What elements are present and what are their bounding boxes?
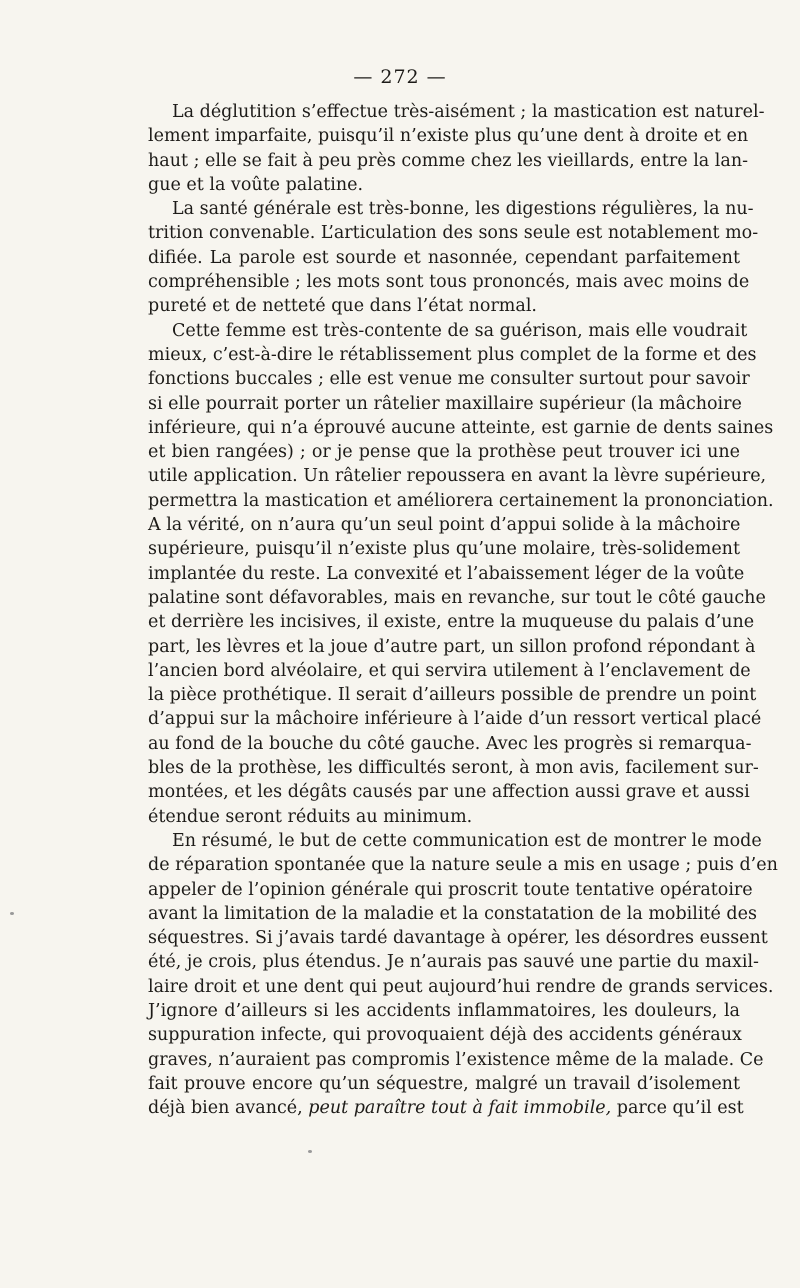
text-line: et bien rangées) ; or je pense que la prothèse peut trouver ici une	[148, 442, 740, 463]
text-segment: déjà bien avancé,	[148, 1098, 309, 1119]
text-line: palatine sont défavorables, mais en revanche, sur tout le côté gauche	[148, 587, 766, 608]
text-line: lement imparfaite, puisqu’il n’existe plus qu’une dent à droite et en	[148, 126, 749, 147]
scan-speck	[308, 1150, 312, 1153]
text-line: Cette femme est très-contente de sa guérison, mais elle voudrait	[172, 320, 748, 341]
text-line: compréhensible ; les mots sont tous prononcés, mais avec moins de	[148, 272, 750, 293]
text-line: gue et la voûte palatine.	[148, 174, 364, 195]
text-line: fonctions buccales ; elle est venue me consulter surtout pour savoir	[148, 369, 750, 390]
text-line: trition convenable. L’articulation des sons seule est notablement mo-	[148, 223, 759, 244]
text-line: étendue seront réduits au minimum.	[148, 806, 473, 827]
text-line: mieux, c’est-à-dire le rétablissement plus complet de la forme et des	[148, 344, 757, 365]
page-number-header: — 272 —	[353, 66, 447, 88]
text-line: au fond de la bouche du côté gauche. Avec les progrès si remarqua-	[148, 733, 752, 754]
italic-phrase: peut paraître tout à fait immobile,	[308, 1098, 617, 1119]
text-line: haut ; elle se fait à peu près comme chez les vieillards, entre la lan-	[148, 150, 748, 171]
text-line: et derrière les incisives, il existe, entre la muqueuse du palais d’une	[148, 612, 755, 633]
text-segment: parce qu’il est	[616, 1098, 744, 1119]
text-line: La santé générale est très-bonne, les digestions régulières, la nu-	[172, 199, 754, 220]
text-line: J’ignore d’ailleurs si les accidents inflammatoires, les douleurs, la	[148, 1000, 740, 1021]
text-line: d’appui sur la mâchoire inférieure à l’aide d’un ressort vertical placé	[148, 709, 762, 730]
text-line: pureté et de netteté que dans l’état normal.	[148, 296, 537, 317]
text-line: montées, et les dégâts causés par une affection aussi grave et aussi	[148, 782, 750, 803]
text-line: suppuration infecte, qui provoquaient déjà des accidents généraux	[148, 1025, 742, 1046]
text-line: été, je crois, plus étendus. Je n’aurais pas sauvé une partie du maxil-	[148, 952, 759, 973]
text-line: fait prouve encore qu’un séquestre, malgré un travail d’isolement	[148, 1073, 740, 1094]
scan-speck	[10, 912, 14, 915]
text-line: En résumé, le but de cette communication est de montrer le mode	[172, 830, 762, 851]
text-line: implantée du reste. La convexité et l’abaissement léger de la voûte	[148, 563, 745, 584]
text-line: supérieure, puisqu’il n’existe plus qu’une molaire, très-solidement	[148, 539, 740, 560]
text-line: difiée. La parole est sourde et nasonnée, cependant parfaitement	[148, 247, 740, 268]
text-line: laire droit et une dent qui peut aujourd’hui rendre de grands services.	[148, 976, 774, 997]
text-line: de réparation spontanée que la nature seule a mis en usage ; puis d’en	[148, 855, 778, 876]
text-line: la pièce prothétique. Il serait d’ailleurs possible de prendre un point	[148, 685, 757, 706]
text-line: séquestres. Si j’avais tardé davantage à opérer, les désordres eussent	[148, 928, 768, 949]
text-line: permettra la mastication et améliorera certainement la prononciation.	[148, 490, 774, 511]
text-line: part, les lèvres et la joue d’autre part, un sillon profond répondant à	[148, 636, 756, 657]
text-line: si elle pourrait porter un râtelier maxillaire supérieur (la mâchoire	[148, 393, 742, 414]
text-line: La déglutition s’effectue très-aisément ; la mastication est naturel-	[172, 102, 765, 122]
text-line: appeler de l’opinion générale qui proscrit toute tentative opératoire	[148, 879, 753, 900]
body-text	[148, 100, 778, 1120]
text-line: avant la limitation de la maladie et la constatation de la mobilité des	[148, 903, 757, 924]
text-line: inférieure, qui n’a éprouvé aucune atteinte, est garnie de dents saines	[148, 417, 774, 438]
text-line: graves, n’auraient pas compromis l’existence même de la malade. Ce	[148, 1049, 764, 1070]
text-line: A la vérité, on n’aura qu’un seul point d’appui solide à la mâchoire	[148, 515, 741, 536]
text-line	[148, 1096, 744, 1120]
text-line: l’ancien bord alvéolaire, et qui servira utilement à l’enclavement de	[148, 660, 751, 681]
text-line: bles de la prothèse, les difficultés seront, à mon avis, facilement sur-	[148, 758, 759, 779]
text-line: utile application. Un râtelier repoussera en avant la lèvre supérieure,	[148, 466, 767, 487]
